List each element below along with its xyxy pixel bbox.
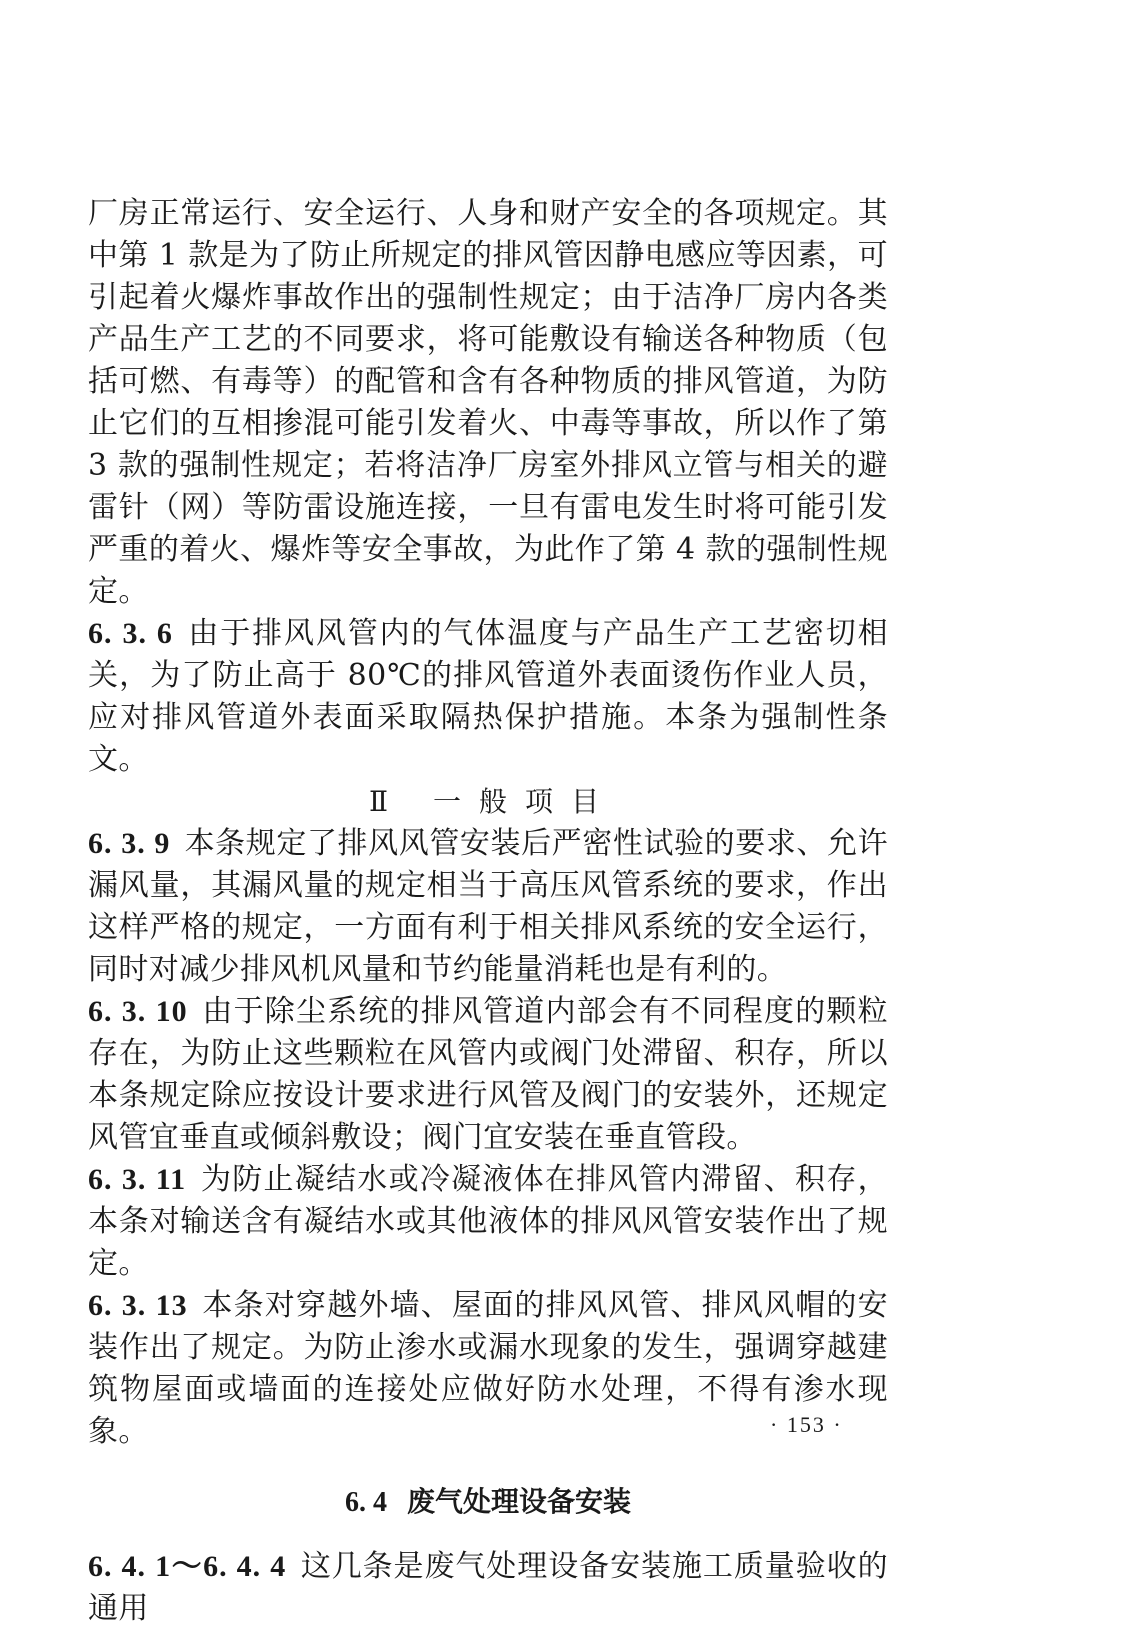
clause-number: 6. 3. 10 — [88, 995, 188, 1028]
clause-6-4-1-to-6-4-4 — [88, 1546, 888, 1630]
document-body — [88, 193, 888, 1630]
paragraph-continuation — [88, 193, 888, 613]
clause-number: 6. 4. 1～6. 4. 4 — [88, 1550, 287, 1583]
clause-6-3-9 — [88, 823, 888, 991]
clause-6-3-6 — [88, 613, 888, 781]
clause-text: 为防止凝结水或冷凝液体在排风管内滞留、积存，本条对输送含有凝结水或其他液体的排风风管安装作出了规定。 — [88, 1162, 888, 1281]
clause-text: 这几条是废气处理设备安装施工质量验收的通用 — [88, 1549, 888, 1626]
clause-number: 6. 3. 13 — [88, 1289, 188, 1322]
clause-6-3-13 — [88, 1285, 888, 1453]
paragraph-text: 厂房正常运行、安全运行、人身和财产安全的各项规定。其中第 1 款是为了防止所规定的排风管因静电感应等因素，可引起着火爆炸事故作出的强制性规定；由于洁净厂房内各类产品生产工艺的不同要求，将可能敷设有输送各种物质（包括可燃、有毒等）的配管和含有各种物质的排风管道，为防止它们的互相掺混可能引发着火、中毒等事故，所以作了第 3 款的强制性规定；若将洁净厂房室外排风立管与相关的避雷针（网）等防雷设施连接，一旦有雷电发生时将可能引发严重的着火、爆炸等安全事故，为此作了第 4 款的强制性规定。 — [88, 196, 888, 609]
section-number: 6. 4 — [344, 1487, 387, 1518]
clause-text: 本条对穿越外墙、屋面的排风风管、排风风帽的安装作出了规定。为防止渗水或漏水现象的发生，强调穿越建筑物屋面或墙面的连接处应做好防水处理，不得有渗水现象。 — [88, 1288, 888, 1449]
clause-text: 由于排风风管内的气体温度与产品生产工艺密切相关，为了防止高于 80℃的排风管道外表面烫伤作业人员，应对排风管道外表面采取隔热保护措施。本条为强制性条文。 — [88, 616, 888, 777]
clause-number: 6. 3. 9 — [88, 827, 171, 860]
subsection-heading: Ⅱ 一般项目 — [369, 785, 617, 818]
section-heading — [88, 1481, 888, 1524]
clause-text: 本条规定了排风风管安装后严密性试验的要求、允许漏风量，其漏风量的规定相当于高压风管系统的要求，作出这样严格的规定，一方面有利于相关排风系统的安全运行，同时对减少排风机风量和节约能量消耗也是有利的。 — [88, 826, 889, 987]
clause-number: 6. 3. 6 — [88, 617, 173, 650]
clause-text: 由于除尘系统的排风管道内部会有不同程度的颗粒存在，为防止这些颗粒在风管内或阀门处滞留、积存，所以本条规定除应按设计要求进行风管及阀门的安装外，还规定风管宜垂直或倾斜敷设；阀门宜安装在垂直管段。 — [88, 994, 888, 1155]
page-number: · 153 · — [770, 1412, 843, 1437]
section-title: 废气处理设备安装 — [406, 1485, 631, 1518]
clause-number: 6. 3. 11 — [88, 1163, 187, 1196]
clause-6-3-11 — [88, 1159, 888, 1285]
clause-6-3-10 — [88, 991, 888, 1159]
